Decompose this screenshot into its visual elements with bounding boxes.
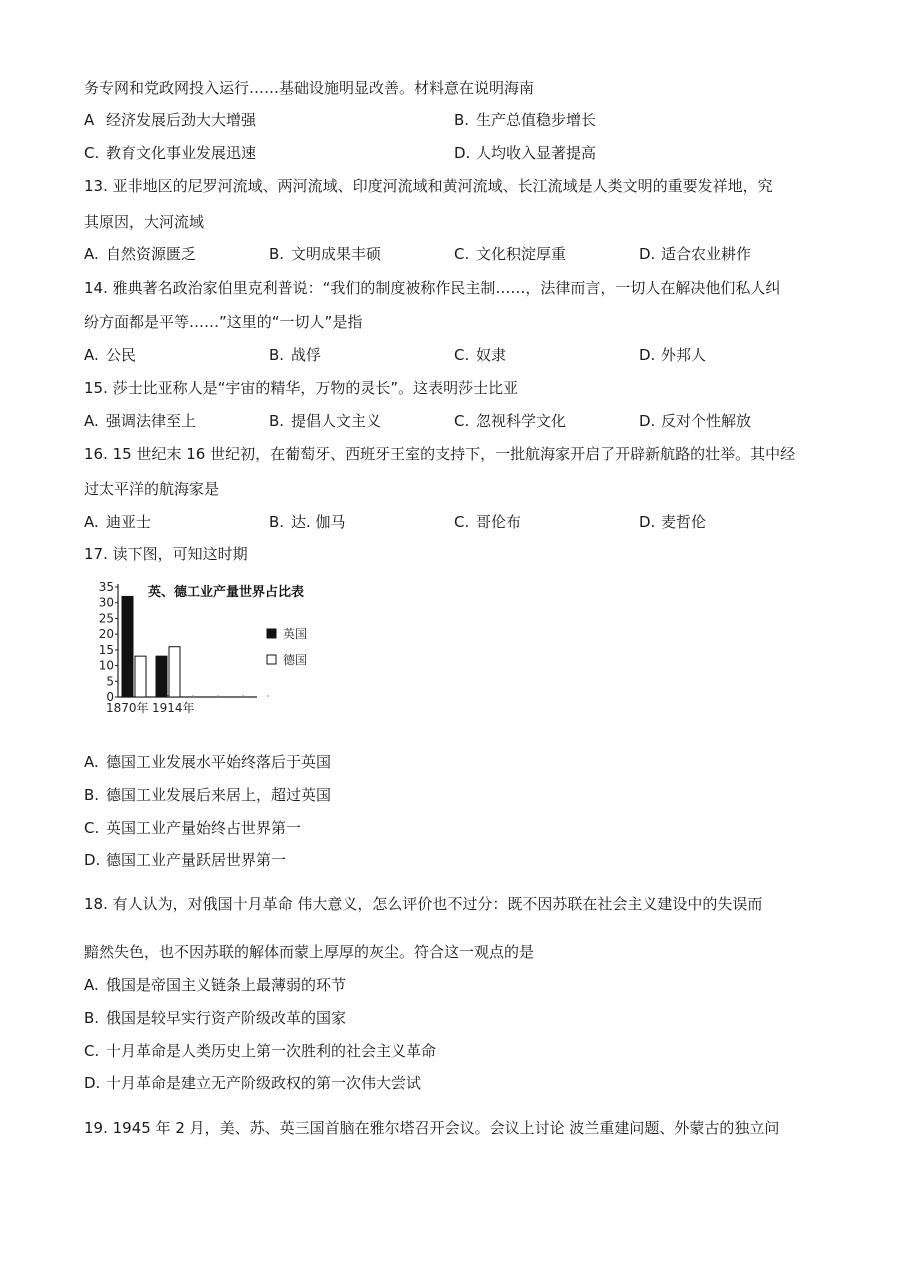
chart-title: 英、德工业产量世界占比表 xyxy=(148,585,305,600)
industry-share-bar-chart xyxy=(92,577,342,722)
y-tick-label: 30 xyxy=(98,595,114,610)
q12-option-a: A 经济发展后劲大大增强 xyxy=(84,111,257,129)
q13-option-c: C. 文化积淀厚重 xyxy=(454,245,567,263)
x-tick-label: 1870年 xyxy=(106,701,149,715)
q12-option-d: D. 人均收入显著提高 xyxy=(454,144,597,162)
y-tick-label: 10 xyxy=(98,658,114,673)
q17-stem: 17. 读下图，可知这时期 xyxy=(84,545,248,563)
q18-stem-line1: 18. 有人认为，对俄国十月革命 伟大意义，怎么评价也不过分：既不因苏联在社会主义建设中的失误而 xyxy=(84,895,763,913)
q16-stem-line1: 16. 15 世纪末 16 世纪初，在葡萄牙、西班牙王室的支持下，一批航海家开启了开辟新航路的壮举。其中经 xyxy=(84,445,796,463)
q14-stem-line2: 纷方面都是平等……”这里的“一切人”是指 xyxy=(84,313,363,331)
q12-stem-tail: 务专网和党政网投入运行……基础设施明显改善。材料意在说明海南 xyxy=(84,79,535,97)
bar-de-0 xyxy=(135,656,146,697)
q16-option-c: C. 哥伦布 xyxy=(454,513,522,531)
q13-stem-line1: 13. 亚非地区的尼罗河流域、两河流域、印度河流域和黄河流域、长江流域是人类文明的重要发祥地，究 xyxy=(84,177,773,195)
q14-option-c: C. 奴隶 xyxy=(454,346,507,364)
legend-label-1: 德国 xyxy=(283,653,308,667)
q12-option-c: C. 教育文化事业发展迅速 xyxy=(84,144,257,162)
bar-uk-0 xyxy=(122,596,133,697)
q15-option-b: B. 提倡人文主义 xyxy=(269,412,382,430)
q19-stem-line1: 19. 1945 年 2 月，美、苏、英三国首脑在雅尔塔召开会议。会议上讨论 波兰重建问题、外蒙古的独立问 xyxy=(84,1119,780,1137)
q13-stem-line2: 其原因，大河流域 xyxy=(84,213,205,231)
q16-option-a: A. 迪亚士 xyxy=(84,513,152,531)
q17-option-a: A. 德国工业发展水平始终落后于英国 xyxy=(84,753,332,771)
q15-option-d: D. 反对个性解放 xyxy=(639,412,752,430)
q14-option-b: B. 战俘 xyxy=(269,346,322,364)
q14-stem-line1: 14. 雅典著名政治家伯里克利普说：“我们的制度被称作民主制……，法律而言，一切人在解决他们私人纠 xyxy=(84,279,781,297)
q16-option-d: D. 麦哲伦 xyxy=(639,513,707,531)
legend-label-0: 英国 xyxy=(283,627,308,641)
q18-stem-line2: 黯然失色，也不因苏联的解体而蒙上厚厚的灰尘。符合这一观点的是 xyxy=(84,943,535,961)
q12-option-b: B. 生产总值稳步增长 xyxy=(454,111,597,129)
q14-option-d: D. 外邦人 xyxy=(639,346,707,364)
q17-option-c: C. 英国工业产量始终占世界第一 xyxy=(84,819,302,837)
q18-option-b: B. 俄国是较早实行资产阶级改革的国家 xyxy=(84,1009,347,1027)
q15-stem: 15. 莎士比亚称人是“宇宙的精华，万物的灵长”。这表明莎士比亚 xyxy=(84,379,519,397)
y-tick-label: 0 xyxy=(106,690,114,704)
y-tick-label: 35 xyxy=(98,580,114,594)
q13-option-a: A. 自然资源匮乏 xyxy=(84,245,197,263)
q13-option-b: B. 文明成果丰硕 xyxy=(269,245,382,263)
q17-option-b: B. 德国工业发展后来居上，超过英国 xyxy=(84,786,332,804)
y-tick-label: 25 xyxy=(98,611,114,626)
bar-de-1 xyxy=(169,647,180,697)
q16-stem-line2: 过太平洋的航海家是 xyxy=(84,480,220,498)
x-tick-label: 1914年 xyxy=(152,701,195,715)
q18-option-d: D. 十月革命是建立无产阶级政权的第一次伟大尝试 xyxy=(84,1074,422,1092)
y-tick-label: 15 xyxy=(98,642,114,657)
q16-option-b: B. 达. 伽马 xyxy=(269,513,346,531)
q13-option-d: D. 适合农业耕作 xyxy=(639,245,752,263)
q15-option-a: A. 强调法律至上 xyxy=(84,412,197,430)
q18-option-c: C. 十月革命是人类历史上第一次胜利的社会主义革命 xyxy=(84,1042,437,1060)
q18-option-a: A. 俄国是帝国主义链条上最薄弱的环节 xyxy=(84,976,347,994)
bar-uk-1 xyxy=(156,656,167,697)
q17-option-d: D. 德国工业产量跃居世界第一 xyxy=(84,851,287,869)
q14-option-a: A. 公民 xyxy=(84,346,137,364)
q15-option-c: C. 忽视科学文化 xyxy=(454,412,567,430)
legend-swatch-1 xyxy=(267,655,276,664)
legend-swatch-0 xyxy=(267,629,276,638)
y-tick-label: 20 xyxy=(98,627,114,642)
y-tick-label: 5 xyxy=(106,674,114,689)
